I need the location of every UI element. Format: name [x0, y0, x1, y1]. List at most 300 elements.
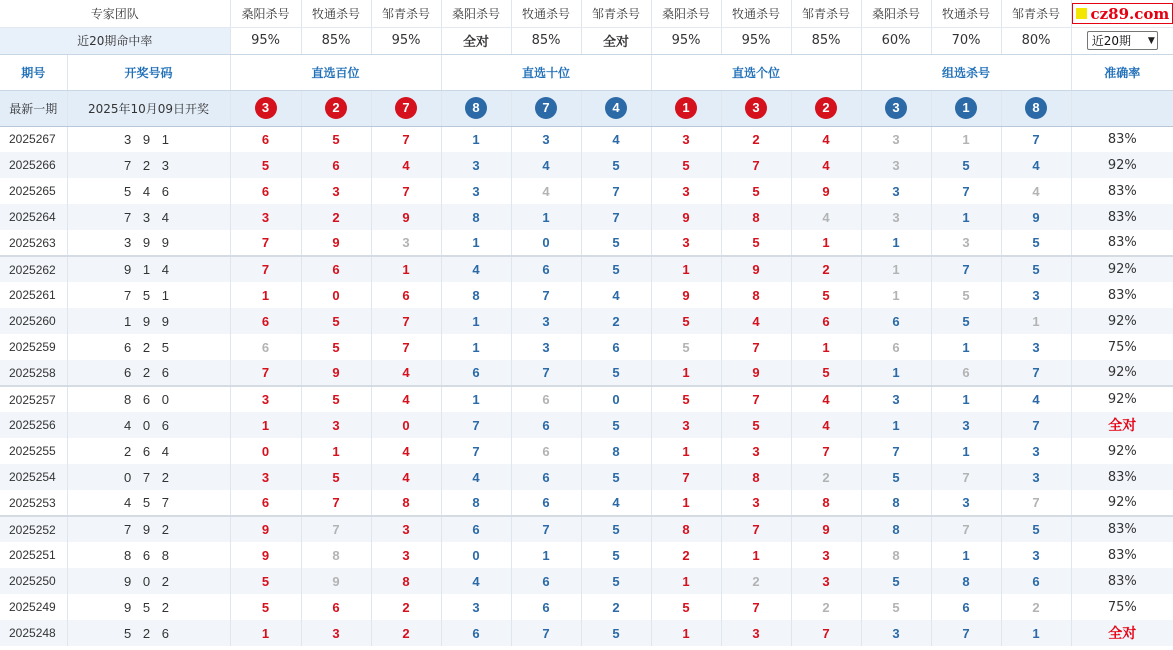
kill-number: 6 — [861, 308, 931, 334]
kill-number: 1 — [230, 620, 301, 646]
kill-number: 4 — [791, 152, 861, 178]
kill-number: 5 — [581, 152, 651, 178]
red-ball: 3 — [255, 97, 277, 119]
kill-number: 6 — [511, 594, 581, 620]
kill-number: 9 — [1001, 204, 1071, 230]
kill-number: 1 — [861, 230, 931, 256]
kill-number-missed: 3 — [861, 152, 931, 178]
expert-name: 邹青杀号 — [791, 0, 861, 27]
col-ones: 直选个位 — [651, 54, 861, 90]
kill-number-missed: 3 — [371, 230, 441, 256]
kill-number: 5 — [861, 464, 931, 490]
kill-number: 2 — [791, 256, 861, 282]
kill-number-missed: 1 — [861, 256, 931, 282]
kill-number: 1 — [931, 542, 1001, 568]
expert-name: 桑阳杀号 — [441, 0, 511, 27]
kill-number: 7 — [931, 178, 1001, 204]
accuracy-value: 92% — [1071, 152, 1173, 178]
kill-number: 0 — [511, 230, 581, 256]
kill-number: 5 — [581, 412, 651, 438]
issue-number: 2025264 — [0, 204, 67, 230]
hit-rate: 全对 — [441, 27, 511, 54]
expert-name: 牧通杀号 — [301, 0, 371, 27]
kill-number: 5 — [581, 464, 651, 490]
kill-number: 4 — [371, 360, 441, 386]
accuracy-value: 92% — [1107, 443, 1137, 459]
kill-number: 7 — [791, 620, 861, 646]
kill-number: 3 — [1001, 542, 1071, 568]
kill-number: 1 — [441, 386, 511, 412]
kill-number: 1 — [931, 334, 1001, 360]
kill-number: 3 — [230, 204, 301, 230]
expert-name: 桑阳杀号 — [230, 0, 301, 27]
kill-number: 4 — [441, 568, 511, 594]
kill-number: 7 — [931, 620, 1001, 646]
kill-number: 4 — [1001, 386, 1071, 412]
kill-number: 2 — [371, 620, 441, 646]
team-label: 专家团队 — [0, 0, 230, 27]
kill-number: 7 — [791, 438, 861, 464]
kill-number: 1 — [511, 204, 581, 230]
issue-number: 2025263 — [0, 230, 67, 256]
kill-number: 3 — [651, 230, 721, 256]
kill-number: 1 — [441, 308, 511, 334]
kill-number: 7 — [511, 516, 581, 542]
hit-rate: 85% — [301, 27, 371, 54]
draw-numbers: 5 4 6 — [67, 178, 230, 204]
kill-number-missed: 2 — [791, 464, 861, 490]
kill-number: 0 — [581, 386, 651, 412]
kill-number: 7 — [651, 464, 721, 490]
chevron-down-icon: ▼ — [1147, 35, 1155, 46]
kill-number: 9 — [301, 230, 371, 256]
kill-number: 3 — [651, 178, 721, 204]
kill-number: 2 — [721, 126, 791, 152]
expert-name: 邹青杀号 — [1001, 0, 1071, 27]
kill-number: 8 — [441, 204, 511, 230]
col-hundreds: 直选百位 — [230, 54, 441, 90]
kill-number: 3 — [791, 568, 861, 594]
kill-number: 7 — [441, 438, 511, 464]
table-row — [0, 334, 1173, 360]
kill-number: 4 — [791, 386, 861, 412]
accuracy-value: 92% — [1071, 386, 1173, 412]
kill-number-missed: 3 — [861, 204, 931, 230]
draw-numbers: 3 9 1 — [67, 126, 230, 152]
kill-number: 5 — [651, 308, 721, 334]
expert-name: 邹青杀号 — [371, 0, 441, 27]
kill-number: 9 — [301, 360, 371, 386]
kill-number: 8 — [371, 490, 441, 516]
kill-number: 4 — [371, 152, 441, 178]
kill-number-missed: 1 — [1001, 308, 1071, 334]
kill-number: 5 — [581, 256, 651, 282]
kill-number: 1 — [441, 230, 511, 256]
kill-number: 9 — [791, 178, 861, 204]
draw-numbers: 2 6 4 — [67, 438, 230, 464]
kill-number: 8 — [931, 568, 1001, 594]
draw-numbers: 7 2 3 — [67, 152, 230, 178]
table-row — [0, 516, 1173, 542]
kill-number: 8 — [721, 464, 791, 490]
kill-number: 1 — [1001, 620, 1071, 646]
red-ball: 3 — [745, 97, 767, 119]
kill-number-missed: 4 — [511, 178, 581, 204]
accuracy-value: 83% — [1107, 287, 1137, 303]
hit-rate: 全对 — [581, 27, 651, 54]
issue-number: 2025262 — [0, 256, 67, 282]
kill-number: 5 — [230, 594, 301, 620]
logo-cell — [1071, 0, 1173, 27]
kill-number: 1 — [651, 438, 721, 464]
red-ball: 7 — [395, 97, 417, 119]
kill-number: 6 — [230, 126, 301, 152]
kill-number: 3 — [861, 620, 931, 646]
kill-number: 4 — [441, 256, 511, 282]
kill-number: 3 — [791, 542, 861, 568]
kill-number: 7 — [511, 360, 581, 386]
kill-number: 1 — [301, 438, 371, 464]
kill-number: 5 — [230, 568, 301, 594]
accuracy-value: 83% — [1071, 204, 1173, 230]
logo-square-icon — [1076, 8, 1087, 19]
kill-number: 4 — [371, 386, 441, 412]
kill-number: 7 — [721, 594, 791, 620]
table-row — [0, 256, 1173, 282]
kill-number: 1 — [651, 360, 721, 386]
kill-number: 3 — [301, 412, 371, 438]
expert-name: 桑阳杀号 — [861, 0, 931, 27]
kill-number: 5 — [301, 386, 371, 412]
kill-number: 6 — [301, 594, 371, 620]
kill-number: 5 — [1001, 230, 1071, 256]
period-range-select[interactable] — [1087, 31, 1158, 50]
kill-number: 1 — [861, 360, 931, 386]
kill-number-missed: 1 — [931, 126, 1001, 152]
kill-number: 0 — [371, 412, 441, 438]
hit-rate: 95% — [371, 27, 441, 54]
kill-number: 8 — [861, 490, 931, 516]
kill-number: 5 — [1001, 516, 1071, 542]
kill-number: 3 — [511, 126, 581, 152]
kill-number: 7 — [230, 230, 301, 256]
table-row — [0, 568, 1173, 594]
kill-number: 9 — [230, 542, 301, 568]
kill-number: 7 — [230, 256, 301, 282]
kill-number: 0 — [441, 542, 511, 568]
kill-number: 6 — [230, 178, 301, 204]
table-row — [0, 282, 1173, 308]
issue-number: 2025255 — [0, 438, 67, 464]
kill-number: 9 — [721, 360, 791, 386]
kill-number: 6 — [511, 256, 581, 282]
blue-ball: 1 — [955, 97, 977, 119]
kill-number: 5 — [651, 152, 721, 178]
kill-number: 2 — [581, 308, 651, 334]
period-range-value: 近20期 — [1091, 34, 1132, 48]
hit-rate-row — [0, 27, 1173, 54]
kill-number: 7 — [371, 126, 441, 152]
kill-number: 6 — [441, 620, 511, 646]
kill-number: 1 — [651, 256, 721, 282]
kill-number: 1 — [230, 412, 301, 438]
kill-number: 7 — [371, 178, 441, 204]
kill-number: 4 — [581, 490, 651, 516]
draw-numbers: 3 9 9 — [67, 230, 230, 256]
kill-number: 5 — [791, 282, 861, 308]
kill-number-missed: 6 — [511, 438, 581, 464]
kill-number: 6 — [230, 490, 301, 516]
table-row — [0, 126, 1173, 152]
blue-ball: 3 — [885, 97, 907, 119]
blue-ball: 8 — [465, 97, 487, 119]
kill-number: 5 — [581, 516, 651, 542]
kill-number: 7 — [721, 334, 791, 360]
kill-number: 5 — [581, 542, 651, 568]
kill-number: 8 — [441, 282, 511, 308]
kill-number: 5 — [931, 152, 1001, 178]
kill-number: 6 — [511, 464, 581, 490]
kill-number-missed: 7 — [1001, 490, 1071, 516]
kill-number: 3 — [301, 620, 371, 646]
kill-number: 1 — [230, 282, 301, 308]
kill-number: 5 — [721, 230, 791, 256]
table-row — [0, 438, 1173, 464]
kill-number: 1 — [791, 230, 861, 256]
kill-number: 3 — [511, 334, 581, 360]
kill-number: 3 — [371, 542, 441, 568]
draw-numbers: 6 2 5 — [67, 334, 230, 360]
kill-number: 5 — [861, 568, 931, 594]
kill-number: 6 — [931, 594, 1001, 620]
col-period: 期号 — [0, 54, 67, 90]
table-row — [0, 542, 1173, 568]
kill-number: 3 — [441, 594, 511, 620]
issue-number: 2025253 — [0, 490, 67, 516]
kill-number: 3 — [651, 412, 721, 438]
kill-number: 0 — [230, 438, 301, 464]
kill-number: 1 — [511, 542, 581, 568]
kill-number: 4 — [791, 126, 861, 152]
kill-number: 9 — [651, 204, 721, 230]
draw-numbers: 5 2 6 — [67, 620, 230, 646]
table-row — [0, 360, 1173, 386]
kill-number: 4 — [791, 412, 861, 438]
kill-number-missed: 7 — [931, 516, 1001, 542]
accuracy-value: 83% — [1071, 464, 1173, 490]
kill-number: 9 — [791, 516, 861, 542]
hit-rate: 80% — [1001, 27, 1071, 54]
kill-number-missed: 4 — [791, 204, 861, 230]
issue-number: 2025249 — [0, 594, 67, 620]
kill-number: 7 — [371, 308, 441, 334]
accuracy-value: 全对 — [1071, 620, 1173, 646]
kill-number: 6 — [511, 568, 581, 594]
table-row — [0, 594, 1173, 620]
expert-name: 牧通杀号 — [511, 0, 581, 27]
kill-number: 4 — [371, 464, 441, 490]
kill-number: 3 — [301, 178, 371, 204]
kill-number: 7 — [441, 412, 511, 438]
kill-number: 1 — [441, 126, 511, 152]
kill-number: 3 — [931, 490, 1001, 516]
kill-number: 5 — [1001, 256, 1071, 282]
kill-number: 7 — [581, 204, 651, 230]
accuracy-value: 83% — [1107, 547, 1137, 563]
kill-number-missed: 7 — [301, 516, 371, 542]
kill-number: 7 — [931, 256, 1001, 282]
kill-number: 3 — [441, 178, 511, 204]
latest-date: 2025年10月09日开奖 — [67, 90, 230, 126]
kill-number-missed: 7 — [931, 464, 1001, 490]
draw-numbers: 8 6 8 — [67, 542, 230, 568]
kill-number-missed: 5 — [861, 594, 931, 620]
table-row — [0, 412, 1173, 438]
logo-text: cz89.com — [1090, 4, 1170, 23]
kill-number: 8 — [721, 282, 791, 308]
issue-number: 2025260 — [0, 308, 67, 334]
kill-number: 3 — [721, 490, 791, 516]
kill-number: 1 — [931, 204, 1001, 230]
kill-number: 5 — [721, 412, 791, 438]
kill-number: 9 — [651, 282, 721, 308]
table-row — [0, 178, 1173, 204]
hit-rate: 95% — [721, 27, 791, 54]
kill-number-missed: 8 — [301, 542, 371, 568]
kill-number: 6 — [791, 308, 861, 334]
kill-number: 6 — [441, 360, 511, 386]
kill-number: 4 — [581, 282, 651, 308]
draw-numbers: 6 2 6 — [67, 360, 230, 386]
red-ball: 1 — [675, 97, 697, 119]
kill-number-missed: 3 — [861, 126, 931, 152]
kill-number: 4 — [721, 308, 791, 334]
period-select-cell — [1071, 27, 1173, 54]
kill-number-missed: 2 — [1001, 594, 1071, 620]
issue-number: 2025250 — [0, 568, 67, 594]
kill-number: 1 — [441, 334, 511, 360]
hit-rate: 60% — [861, 27, 931, 54]
accuracy-value: 92% — [1107, 495, 1137, 510]
hit-rate-label: 近20期命中率 — [0, 27, 230, 54]
kill-number-missed: 6 — [230, 334, 301, 360]
kill-number: 5 — [931, 308, 1001, 334]
issue-number: 2025261 — [0, 282, 67, 308]
kill-number: 2 — [581, 594, 651, 620]
blue-ball: 7 — [535, 97, 557, 119]
kill-number: 5 — [651, 386, 721, 412]
red-ball: 2 — [815, 97, 837, 119]
kill-number-missed: 5 — [651, 334, 721, 360]
issue-number: 2025257 — [0, 386, 67, 412]
kill-number: 4 — [581, 126, 651, 152]
issue-number: 2025248 — [0, 620, 67, 646]
kill-number: 1 — [931, 386, 1001, 412]
kill-number: 7 — [1001, 412, 1071, 438]
issue-number: 2025266 — [0, 152, 67, 178]
kill-number-missed: 4 — [1001, 178, 1071, 204]
kill-number-missed: 5 — [931, 282, 1001, 308]
kill-number: 1 — [371, 256, 441, 282]
kill-number: 6 — [301, 256, 371, 282]
accuracy-value: 全对 — [1071, 412, 1173, 438]
kill-number: 8 — [581, 438, 651, 464]
kill-number-missed: 3 — [931, 230, 1001, 256]
kill-number: 2 — [371, 594, 441, 620]
kill-number-missed: 6 — [861, 334, 931, 360]
kill-number: 4 — [1001, 152, 1071, 178]
kill-number: 7 — [301, 490, 371, 516]
kill-number-missed: 6 — [511, 386, 581, 412]
kill-number: 2 — [651, 542, 721, 568]
kill-number-missed: 1 — [861, 282, 931, 308]
kill-number: 6 — [441, 516, 511, 542]
kill-number: 7 — [511, 282, 581, 308]
kill-number: 8 — [441, 490, 511, 516]
latest-accuracy-empty — [1071, 90, 1173, 126]
kill-number: 6 — [511, 490, 581, 516]
latest-label: 最新一期 — [0, 90, 67, 126]
table-row — [0, 464, 1173, 490]
draw-numbers: 7 9 2 — [67, 516, 230, 542]
site-logo[interactable] — [1072, 3, 1173, 24]
draw-numbers: 9 5 2 — [67, 594, 230, 620]
kill-number: 5 — [230, 152, 301, 178]
kill-number: 1 — [651, 568, 721, 594]
kill-number: 3 — [1001, 334, 1071, 360]
draw-numbers: 4 5 7 — [67, 490, 230, 516]
kill-number: 3 — [931, 412, 1001, 438]
hit-rate: 85% — [791, 27, 861, 54]
accuracy-value: 92% — [1071, 360, 1173, 386]
kill-number: 0 — [301, 282, 371, 308]
col-accuracy: 准确率 — [1071, 54, 1173, 90]
kill-number: 6 — [511, 412, 581, 438]
kill-number: 6 — [230, 308, 301, 334]
kill-number: 7 — [1001, 360, 1071, 386]
expert-name: 牧通杀号 — [721, 0, 791, 27]
kill-number: 4 — [441, 464, 511, 490]
kill-number: 3 — [230, 464, 301, 490]
draw-numbers: 7 3 4 — [67, 204, 230, 230]
issue-number: 2025252 — [0, 516, 67, 542]
kill-number: 5 — [721, 178, 791, 204]
kill-number: 5 — [791, 360, 861, 386]
table-row — [0, 386, 1173, 412]
table-row — [0, 230, 1173, 256]
kill-number: 7 — [230, 360, 301, 386]
kill-number: 3 — [441, 152, 511, 178]
kill-number: 5 — [301, 308, 371, 334]
kill-number: 8 — [861, 516, 931, 542]
draw-numbers: 1 9 9 — [67, 308, 230, 334]
kill-number: 3 — [230, 386, 301, 412]
latest-issue-row — [0, 90, 1173, 126]
col-group: 组选杀号 — [861, 54, 1071, 90]
kill-number: 7 — [1001, 126, 1071, 152]
kill-number: 4 — [511, 152, 581, 178]
kill-number: 3 — [1001, 282, 1071, 308]
red-ball: 2 — [325, 97, 347, 119]
issue-number: 2025256 — [0, 412, 67, 438]
accuracy-value: 83% — [1071, 516, 1173, 542]
hit-rate: 70% — [931, 27, 1001, 54]
accuracy-value: 75% — [1107, 599, 1137, 615]
kill-number: 5 — [301, 464, 371, 490]
draw-numbers: 4 0 6 — [67, 412, 230, 438]
kill-number-missed: 9 — [301, 568, 371, 594]
kill-number: 7 — [371, 334, 441, 360]
